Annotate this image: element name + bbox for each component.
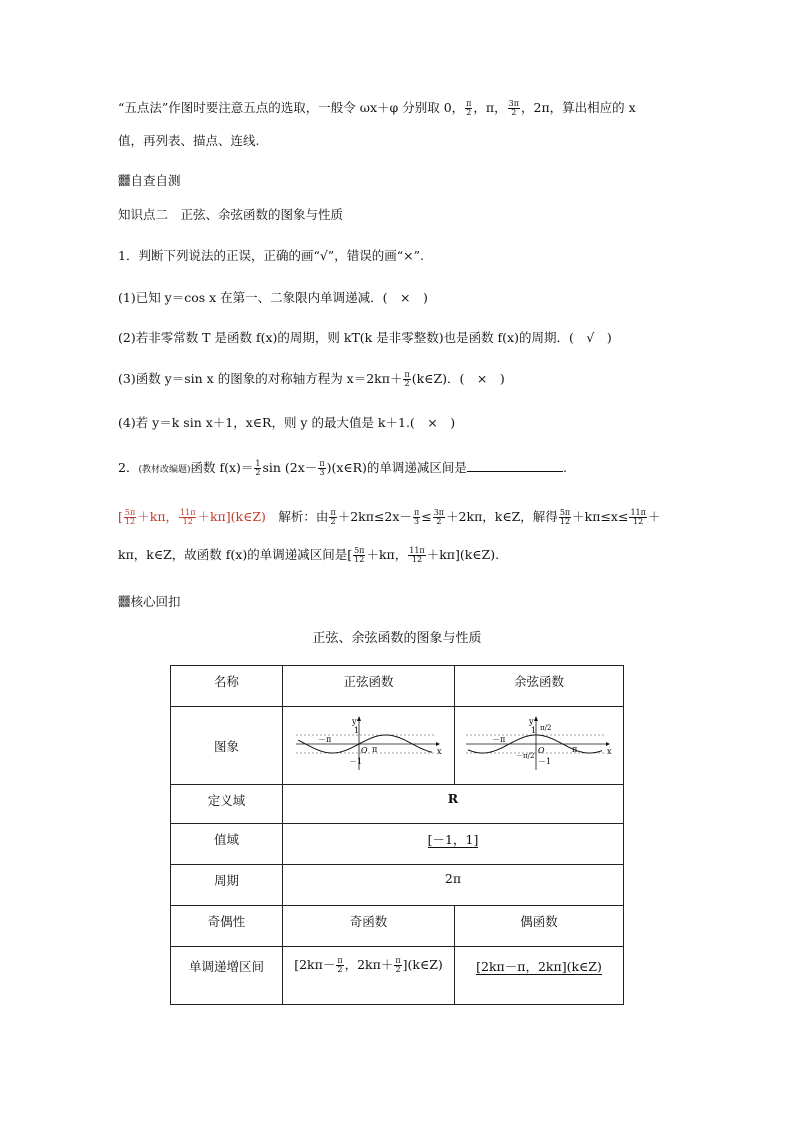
- period-value: 2π: [444, 871, 462, 886]
- pi-label: π: [572, 745, 578, 754]
- y-label: y: [351, 717, 357, 726]
- q1-item-1: (1)已知 y＝cos x 在第一、二象限内单调递减．( × ): [118, 290, 428, 305]
- increasing-sin: [2kπ－ $\frac{\pi}{2}$ ，2kπ＋ $\frac{\pi}{2}$ ](k∈Z): [294, 956, 443, 974]
- table-title: 正弦、余弦函数的图象与性质: [312, 631, 482, 646]
- origin-label: O: [360, 746, 368, 755]
- x-arrow: [606, 742, 610, 746]
- answer-line-2: kπ，k∈Z，故函数 f(x)的单调递减区间是[ $\frac{5\pi}{12}$ ＋kπ， $\frac{11\pi}{12}$ ＋kπ](k∈Z).: [118, 546, 500, 564]
- intro-text-a: “五点法”作图时要注意五点的选取，一般令 ωx＋φ 分别取 0，: [118, 100, 465, 115]
- q1-item-2: (2)若非零常数 T 是函数 f(x)的周期，则 kT(k 是非零整数)也是函数 f(x)的周期．( √ ): [118, 330, 612, 345]
- header-cos: 余弦函数: [513, 674, 564, 689]
- section-core-review: 䨻核心回扣: [118, 594, 181, 609]
- one-label: 1: [531, 726, 537, 735]
- knowledge-point-heading: 知识点二 正弦、余弦函数的图象与性质: [118, 207, 344, 222]
- q2-tag: (教材改编题): [138, 465, 191, 475]
- intro-line-1: [118, 100, 636, 117]
- parity-cos: 偶函数: [520, 914, 558, 929]
- y-arrow: [534, 716, 538, 721]
- y-label: y: [529, 717, 534, 726]
- graph-label: 图象: [213, 738, 239, 754]
- neg-one-label: －1: [538, 757, 552, 766]
- fraction: $\frac{\pi}{2}$: [404, 370, 410, 388]
- pi-over-2-label: π/2: [540, 724, 552, 732]
- fraction-pi-over-2: $\frac{\pi}{2}$: [466, 99, 472, 117]
- range-value: [－1，1]: [427, 832, 479, 847]
- fraction-pi-over-3: $\frac{\pi}{3}$: [319, 459, 325, 477]
- origin-label: O: [538, 746, 545, 755]
- parity-label: 奇偶性: [207, 914, 246, 929]
- q1-item-3: (3)函数 y＝sin x 的图象的对称轴方程为 x＝2kπ＋ $\frac{\pi}{2}$ (k∈Z)．( × ): [118, 370, 505, 388]
- fraction-3pi-over-2: $\frac{3\pi}{2}$: [508, 99, 519, 117]
- fraction-half: $\frac{1}{2}$: [255, 459, 261, 477]
- table-row-increasing: [171, 947, 624, 1005]
- sine-graph: [294, 714, 444, 774]
- table-row-header: [171, 666, 624, 707]
- intro-text-c: ，2π，算出相应的 x: [521, 100, 636, 115]
- range-label: 值域: [213, 832, 239, 847]
- q1-stem: 1．判断下列说法的正误，正确的画“√”，错误的画“×”.: [118, 248, 424, 263]
- properties-table: [170, 665, 624, 1005]
- neg-pi-over-2-label: －π/2: [516, 752, 535, 760]
- neg-one-label: －1: [348, 757, 362, 766]
- y-arrow: [357, 716, 361, 721]
- intro-text-b: ，π，: [473, 100, 507, 115]
- intro-line-2: 值，再列表、描点、连线.: [118, 133, 260, 148]
- answer-line-1: [ $\frac{5\pi}{12}$ ＋kπ， $\frac{11\pi}{12}$ ＋kπ](k∈Z) 解析：由 $\frac{\pi}{2}$ ＋2kπ≤2x－ $\frac{\pi}{3}$ ≤ $\frac{3\pi}{2}$ ＋2kπ，k∈Z，解得 $\frac{5\pi}{12}$ ＋kπ≤x≤ $\frac{11\pi}{12}$ ＋: [118, 508, 661, 526]
- q2-stem: 2．(教材改编题)函数 f(x)＝ $\frac{1}{2}$ sin (2x－ $\frac{\pi}{3}$ )(x∈R)的单调递减区间是 .: [118, 459, 567, 477]
- cosine-graph: [464, 714, 614, 774]
- header-name: 名称: [213, 674, 239, 689]
- period-label: 周期: [213, 873, 239, 888]
- domain-label: 定义域: [207, 793, 246, 808]
- table-row-period: [171, 865, 624, 906]
- x-label: x: [607, 747, 612, 756]
- pi-label: π: [371, 745, 377, 754]
- neg-pi-label: －π: [317, 735, 331, 744]
- header-sin: 正弦函数: [343, 674, 394, 689]
- answer-blank: [467, 461, 563, 472]
- q1-item-4: (4)若 y＝k sin x＋1，x∈R，则 y 的最大值是 k＋1.( × ): [118, 415, 456, 430]
- table-row-graph: [171, 707, 624, 785]
- answer-value: [ $\frac{5\pi}{12}$ ＋kπ， $\frac{11\pi}{12}$ ＋kπ](k∈Z): [118, 508, 266, 526]
- section-self-check: 䨻自查自测: [118, 173, 181, 188]
- increasing-label: 单调递增区间: [188, 959, 264, 974]
- neg-pi-label: －π: [492, 735, 506, 744]
- one-label: 1: [353, 726, 359, 735]
- table-row-parity: [171, 906, 624, 947]
- domain-value: R: [447, 791, 459, 806]
- x-label: x: [436, 747, 442, 756]
- increasing-cos: [2kπ－π，2kπ](k∈Z): [476, 959, 602, 974]
- table-row-domain: [171, 785, 624, 824]
- x-arrow: [436, 742, 440, 746]
- parity-sin: 奇函数: [349, 914, 388, 929]
- table-row-range: [171, 824, 624, 865]
